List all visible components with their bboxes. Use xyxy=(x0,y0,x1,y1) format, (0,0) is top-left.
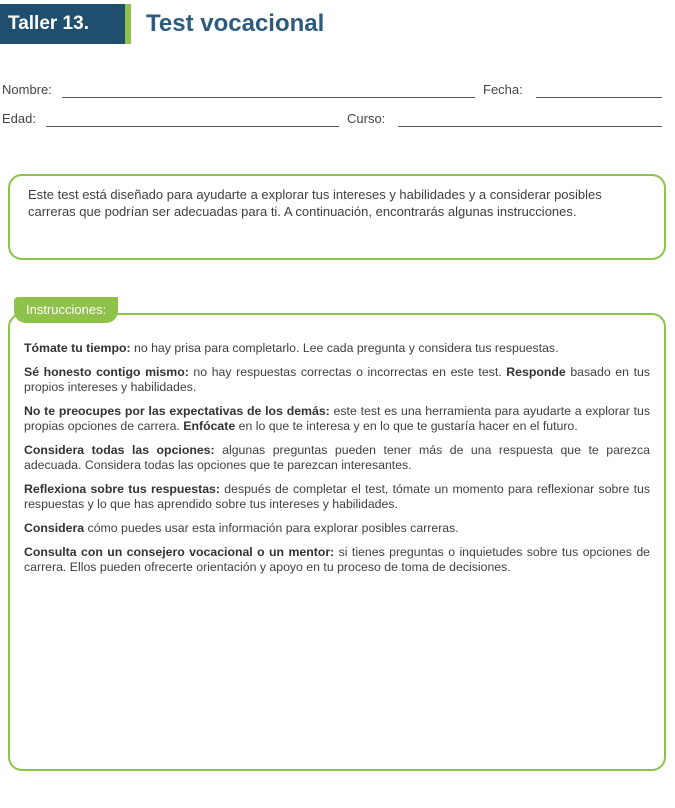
edad-label: Edad: xyxy=(2,111,36,126)
curso-label: Curso: xyxy=(347,111,386,126)
instruction-item xyxy=(24,365,650,395)
nombre-label: Nombre: xyxy=(2,82,52,97)
fecha-label: Fecha: xyxy=(483,82,523,97)
page-header xyxy=(0,4,675,44)
instruction-text: cómo puedes usar esta información para explorar posibles carreras. xyxy=(84,521,459,535)
instruction-text: después de completar el test, tómate un momento para reflexionar sobre tus respuestas y lo que has aprendido sobre tus intereses y habilidades. xyxy=(24,482,650,511)
instruction-text: no hay prisa para completarlo. Lee cada pregunta y considera tus respuestas. xyxy=(130,341,559,355)
instruction-text: este test es una herramienta para ayudarte a explorar tus propias opciones de carrera. xyxy=(24,404,650,433)
age-course-row xyxy=(0,111,675,131)
workshop-badge: Taller 13. xyxy=(0,4,125,44)
instruction-item xyxy=(24,545,650,575)
instruction-lead: Sé honesto contigo mismo: xyxy=(24,365,189,379)
instruction-item xyxy=(24,341,650,356)
intro-box xyxy=(8,174,666,260)
fecha-field[interactable] xyxy=(536,97,662,98)
instruction-text: algunas preguntas pueden tener más de una respuesta que te parezca adecuada. Considera todas las opciones que te parezcan interesantes. xyxy=(24,443,650,472)
instruction-text: si tienes preguntas o inquietudes sobre tus opciones de carrera. Ellos pueden ofrecerte orientación y apoyo en tu proceso de toma de decisiones. xyxy=(24,545,650,574)
instruction-lead: Reflexiona sobre tus respuestas: xyxy=(24,482,220,496)
instruction-lead: Tómate tu tiempo: xyxy=(24,341,131,355)
instruction-item xyxy=(24,443,650,473)
page-title: Test vocacional xyxy=(146,10,325,37)
instruction-item xyxy=(24,482,650,512)
name-date-row xyxy=(0,82,675,102)
instruction-lead: Consulta con un consejero vocacional o un mentor: xyxy=(24,545,335,559)
instruction-lead: No te preocupes por las expectativas de los demás: xyxy=(24,404,330,418)
nombre-field[interactable] xyxy=(62,97,475,98)
curso-field[interactable] xyxy=(398,126,662,127)
instruction-lead: Considera todas las opciones: xyxy=(24,443,215,457)
edad-field[interactable] xyxy=(46,126,339,127)
instruction-item xyxy=(24,521,650,536)
instruction-item xyxy=(24,404,650,434)
instruction-text: en lo que te interesa y en lo que te gustaría hacer en el futuro. xyxy=(235,419,578,433)
instruction-emphasis: Enfócate xyxy=(183,419,236,433)
instruction-lead: Considera xyxy=(24,521,85,535)
instruction-text: no hay respuestas correctas o incorrectas en este test. xyxy=(188,365,507,379)
instructions-tab: Instrucciones: xyxy=(14,297,118,323)
instruction-text: basado en tus propios intereses y habilidades. xyxy=(24,365,650,394)
intro-text: Este test está diseñado para ayudarte a explorar tus intereses y habilidades y a considerar posibles carreras que podrían ser adecuadas para ti. A continuación, encontrarás algunas instrucciones. xyxy=(28,187,602,219)
instruction-emphasis: Responde xyxy=(506,365,566,379)
instructions-box xyxy=(8,313,666,771)
